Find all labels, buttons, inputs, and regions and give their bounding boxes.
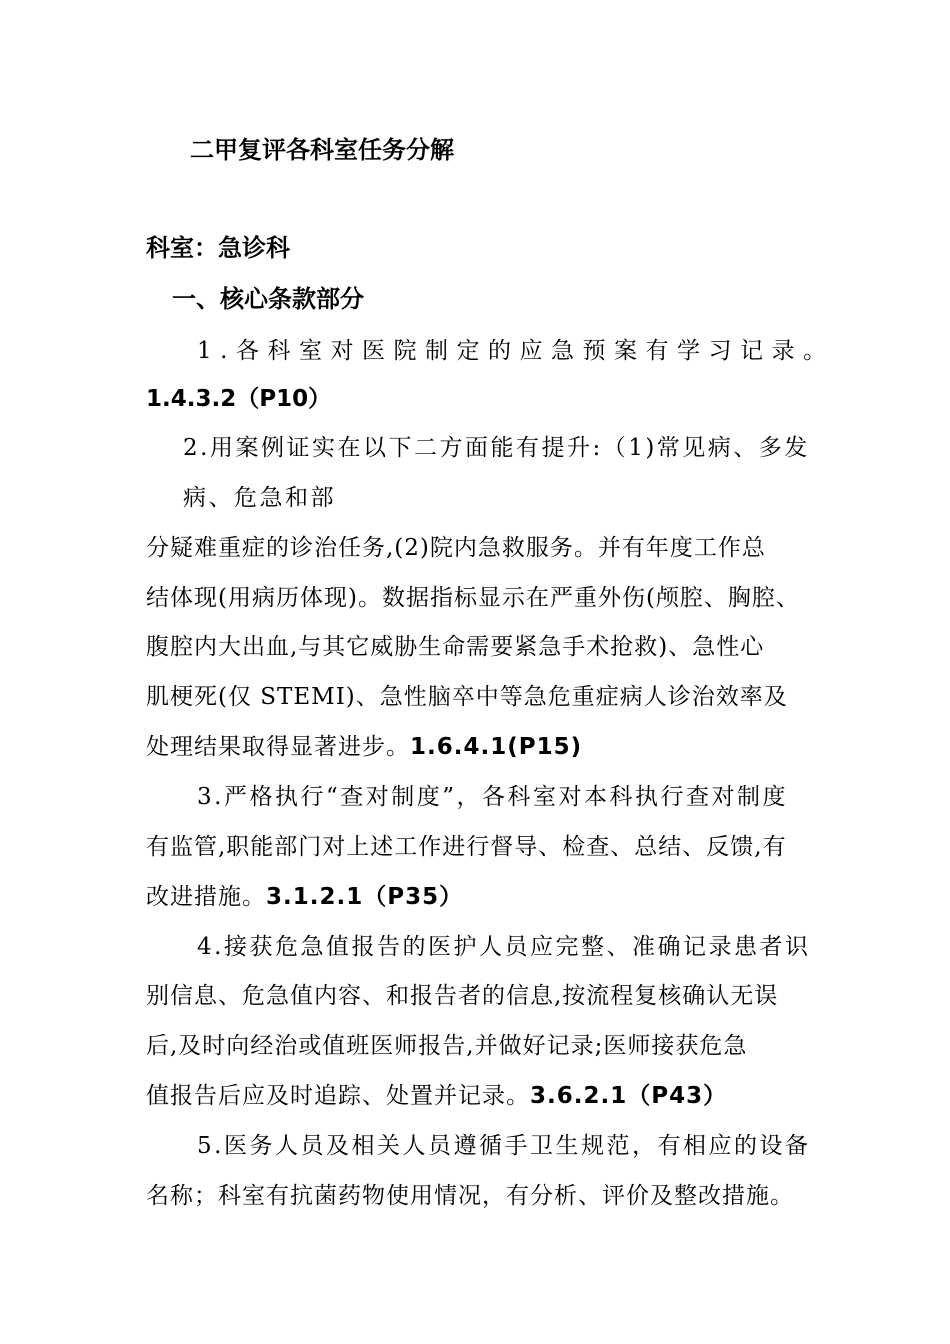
item-3-line-3-text: 改进措施。 [146, 884, 266, 910]
item-2-line-7-text: 处理结果取得显著进步。 [146, 734, 410, 760]
section-heading: 一、核心条款部分 [172, 285, 364, 313]
item-4-line-4-text: 值报告后应及时追踪、处置并记录。 [146, 1083, 530, 1109]
item-4-line-4 [146, 1080, 727, 1112]
item-2-reference: 1.6.4.1(P15) [410, 734, 583, 760]
item-4-line-2: 别信息、危急值内容、和报告者的信息,按流程复核确认无误 [146, 983, 779, 1009]
item-4-line-3: 后,及时向经治或值班医师报告,并做好记录;医师接获危急 [146, 1033, 748, 1059]
document-title: 二甲复评各科室任务分解 [190, 136, 454, 164]
item-2-line-1: 2.用案例证实在以下二方面能有提升:（1)常见病、多发 [183, 435, 810, 461]
item-3-line-2: 有监管,职能部门对上述工作进行督导、检查、总结、反馈,有 [146, 834, 787, 860]
item-2-line-2: 病、危急和部 [183, 485, 336, 511]
item-3-reference: 3.1.2.1（P35） [266, 884, 464, 910]
item-2-line-7 [146, 731, 582, 763]
department-line: 科室：急诊科 [146, 234, 290, 262]
item-4-reference: 3.6.2.1（P43） [530, 1083, 728, 1109]
item-2-line-5: 腹腔内大出血,与其它威胁生命需要紧急手术抢救)、急性心 [146, 634, 765, 660]
item-3-line-3 [146, 881, 463, 913]
item-2-line-6: 肌梗死(仅 STEMI)、急性脑卒中等急危重症病人诊治效率及 [146, 684, 788, 710]
item-5-line-1: 5.医务人员及相关人员遵循手卫生规范，有相应的设备 [197, 1133, 811, 1159]
item-5-line-2: 名称；科室有抗菌药物使用情况，有分析、评价及整改措施。 [146, 1183, 794, 1209]
item-1-reference: 1.4.3.2（P10） [146, 386, 332, 412]
item-1-line-1: 1.各科室对医院制定的应急预案有学习记录。 [197, 338, 835, 364]
item-2-line-4: 结体现(用病历体现)。数据指标显示在严重外伤(颅腔、胸腔、 [146, 585, 800, 611]
item-2-line-3: 分疑难重症的诊治任务,(2)院内急救服务。并有年度工作总 [146, 535, 766, 561]
item-4-line-1: 4.接获危急值报告的医护人员应完整、准确记录患者识 [197, 934, 811, 960]
item-3-line-1: 3.严格执行“查对制度”，各科室对本科执行查对制度 [197, 784, 788, 810]
